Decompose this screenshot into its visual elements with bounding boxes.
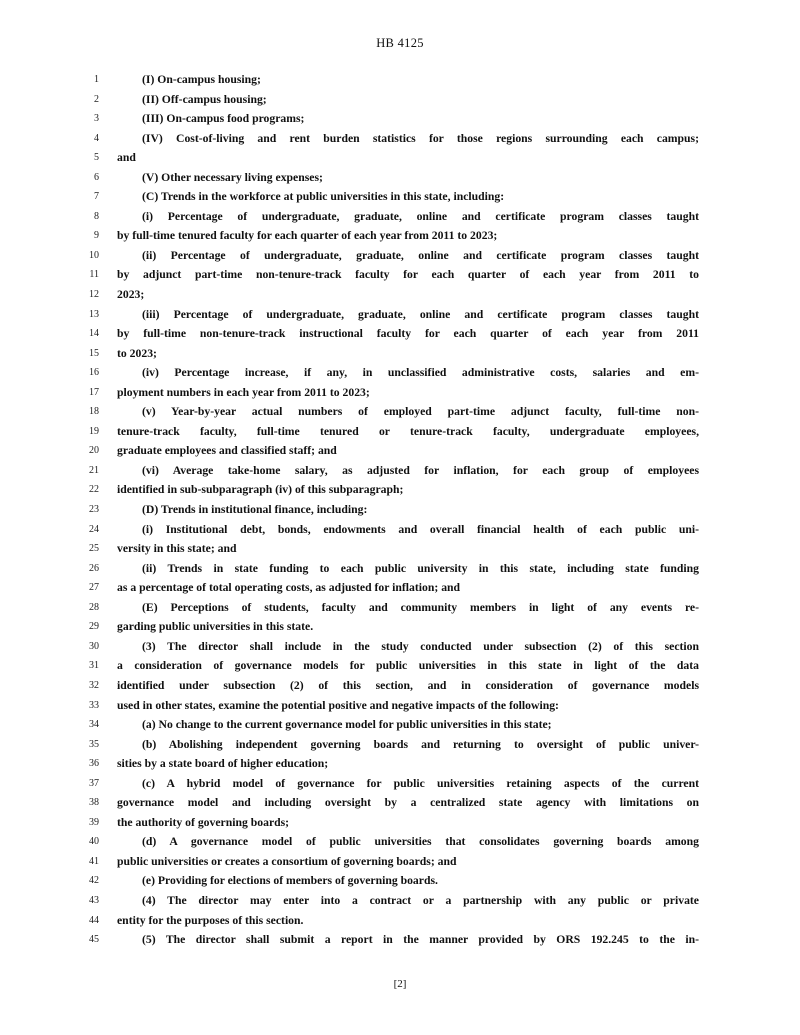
line-number: 41 — [89, 855, 99, 867]
line-text: entity for the purposes of this section. — [117, 913, 304, 927]
bill-line — [0, 832, 800, 852]
line-text: identified under subsection (2) of this section, and in consideration of governance models — [117, 678, 699, 692]
line-text: (D) Trends in institutional finance, including: — [142, 503, 368, 517]
bill-line — [0, 246, 800, 266]
line-number: 6 — [94, 171, 99, 183]
bill-line — [0, 168, 800, 188]
bill-line — [0, 480, 800, 500]
line-text: and — [117, 151, 136, 165]
bill-line — [0, 305, 800, 325]
line-number: 21 — [89, 464, 99, 476]
line-number: 22 — [89, 484, 99, 496]
bill-line — [0, 70, 800, 90]
line-text: (II) Off-campus housing; — [142, 92, 267, 106]
line-text: 2023; — [117, 288, 145, 302]
line-number: 32 — [89, 679, 99, 691]
line-number: 15 — [89, 347, 99, 359]
line-text: (v) Year-by-year actual numbers of employed part-time adjunct faculty, full-time non- — [142, 405, 699, 419]
line-number: 44 — [89, 914, 99, 926]
bill-line — [0, 363, 800, 383]
line-text: (I) On-campus housing; — [142, 73, 261, 86]
line-text: tenure-track faculty, full-time tenured or tenure-track faculty, undergraduate employees, — [117, 424, 699, 438]
line-text: (i) Percentage of undergraduate, graduate, online and certificate program classes taught — [142, 209, 699, 223]
bill-number-header: HB 4125 — [376, 36, 424, 50]
bill-line — [0, 637, 800, 657]
bill-line — [0, 559, 800, 579]
bill-line — [0, 265, 800, 285]
bill-line — [0, 187, 800, 207]
bill-line — [0, 383, 800, 403]
bill-line — [0, 774, 800, 794]
line-number: 26 — [89, 562, 99, 574]
line-number: 14 — [89, 328, 99, 340]
line-text: a consideration of governance models for public universities in this state in light of the data — [117, 659, 699, 673]
bill-line — [0, 715, 800, 735]
line-number: 7 — [94, 191, 99, 203]
line-text: by full-time non-tenure-track instructional faculty for each quarter of each year from 2011 — [117, 327, 699, 341]
line-text: by full-time tenured faculty for each quarter of each year from 2011 to 2023; — [117, 229, 498, 243]
line-number: 33 — [89, 699, 99, 711]
line-text: (III) On-campus food programs; — [142, 112, 305, 126]
line-text: governance model and including oversight by a centralized state agency with limitations on — [117, 796, 699, 810]
line-text: ployment numbers in each year from 2011 to 2023; — [117, 385, 370, 399]
line-number: 27 — [89, 582, 99, 594]
line-number: 3 — [94, 113, 99, 125]
bill-line — [0, 344, 800, 364]
line-text: identified in sub-subparagraph (iv) of this subparagraph; — [117, 483, 404, 497]
bill-line — [0, 676, 800, 696]
bill-line — [0, 520, 800, 540]
line-text: (iii) Percentage of undergraduate, graduate, online and certificate program classes taught — [142, 307, 699, 321]
line-number: 17 — [89, 386, 99, 398]
bill-text-body — [0, 70, 800, 950]
bill-line — [0, 285, 800, 305]
line-number: 5 — [94, 152, 99, 164]
line-text: (E) Perceptions of students, faculty and community members in light of any events re- — [142, 600, 699, 614]
line-text: (b) Abolishing independent governing boards and returning to oversight of public univer- — [142, 737, 699, 751]
line-text: by adjunct part-time non-tenure-track faculty for each quarter of each year from 2011 to — [117, 268, 699, 282]
line-number: 16 — [89, 367, 99, 379]
line-text: (V) Other necessary living expenses; — [142, 170, 323, 184]
bill-line — [0, 109, 800, 129]
page-number: [2] — [393, 978, 407, 990]
line-text: (a) No change to the current governance model for public universities in this state; — [142, 718, 552, 732]
line-text: garding public universities in this state. — [117, 620, 314, 634]
line-text: as a percentage of total operating costs, as adjusted for inflation; and — [117, 581, 461, 595]
line-number: 31 — [89, 660, 99, 672]
line-text: to 2023; — [117, 346, 157, 360]
line-number: 39 — [89, 816, 99, 828]
bill-line — [0, 793, 800, 813]
line-text: (e) Providing for elections of members of governing boards. — [142, 874, 438, 888]
bill-line — [0, 500, 800, 520]
bill-line — [0, 90, 800, 110]
bill-line — [0, 754, 800, 774]
line-number: 42 — [89, 875, 99, 887]
bill-line — [0, 539, 800, 559]
bill-line — [0, 930, 800, 950]
bill-line — [0, 852, 800, 872]
bill-line — [0, 324, 800, 344]
line-number: 36 — [89, 758, 99, 770]
bill-line — [0, 911, 800, 931]
bill-line — [0, 441, 800, 461]
line-number: 20 — [89, 445, 99, 457]
line-text: (i) Institutional debt, bonds, endowments and overall financial health of each public uni- — [142, 522, 699, 536]
line-text: (ii) Trends in state funding to each public university in this state, including state funding — [142, 561, 699, 575]
bill-line — [0, 461, 800, 481]
line-number: 28 — [89, 601, 99, 613]
line-text: versity in this state; and — [117, 542, 237, 556]
line-number: 19 — [89, 425, 99, 437]
line-number: 30 — [89, 640, 99, 652]
line-text: public universities or creates a consortium of governing boards; and — [117, 854, 457, 868]
line-text: the authority of governing boards; — [117, 815, 290, 829]
line-number: 35 — [89, 738, 99, 750]
line-number: 18 — [89, 406, 99, 418]
bill-line — [0, 735, 800, 755]
line-number: 29 — [89, 621, 99, 633]
bill-line — [0, 129, 800, 149]
line-text: (iv) Percentage increase, if any, in unclassified administrative costs, salaries and em- — [142, 366, 699, 380]
line-number: 2 — [94, 93, 99, 105]
line-number: 45 — [89, 934, 99, 946]
line-number: 43 — [89, 894, 99, 906]
line-number: 38 — [89, 797, 99, 809]
line-text: (IV) Cost-of-living and rent burden statistics for those regions surrounding each campus; — [142, 131, 699, 145]
bill-line — [0, 813, 800, 833]
bill-line — [0, 402, 800, 422]
bill-line — [0, 207, 800, 227]
line-text: (3) The director shall include in the study conducted under subsection (2) of this section — [142, 639, 699, 653]
bill-line — [0, 148, 800, 168]
line-number: 9 — [94, 230, 99, 242]
bill-line — [0, 891, 800, 911]
bill-line — [0, 578, 800, 598]
bill-line — [0, 696, 800, 716]
line-number: 10 — [89, 249, 99, 261]
line-text: (C) Trends in the workforce at public universities in this state, including: — [142, 190, 505, 204]
line-text: (c) A hybrid model of governance for public universities retaining aspects of the current — [142, 776, 699, 790]
line-number: 11 — [89, 269, 99, 281]
line-text: used in other states, examine the potential positive and negative impacts of the following: — [117, 698, 559, 712]
line-number: 24 — [89, 523, 99, 535]
line-number: 12 — [89, 289, 99, 301]
line-number: 25 — [89, 543, 99, 555]
line-text: graduate employees and classified staff; and — [117, 444, 337, 458]
line-number: 4 — [94, 132, 99, 144]
line-text: (vi) Average take-home salary, as adjusted for inflation, for each group of employees — [142, 463, 699, 477]
line-number: 8 — [94, 210, 99, 222]
line-text: (4) The director may enter into a contract or a partnership with any public or private — [142, 893, 699, 907]
line-number: 34 — [89, 719, 99, 731]
bill-line — [0, 617, 800, 637]
line-text: (ii) Percentage of undergraduate, graduate, online and certificate program classes taught — [142, 248, 699, 262]
bill-line — [0, 226, 800, 246]
bill-line — [0, 598, 800, 618]
line-text: sities by a state board of higher education; — [117, 757, 329, 771]
bill-line — [0, 422, 800, 442]
line-number: 40 — [89, 836, 99, 848]
line-number: 1 — [94, 74, 99, 85]
line-text: (5) The director shall submit a report in the manner provided by ORS 192.245 to the in- — [142, 933, 699, 947]
bill-line — [0, 871, 800, 891]
line-number: 23 — [89, 504, 99, 516]
line-number: 37 — [89, 777, 99, 789]
line-number: 13 — [89, 308, 99, 320]
line-text: (d) A governance model of public universities that consolidates governing boards among — [142, 835, 699, 849]
bill-line — [0, 656, 800, 676]
